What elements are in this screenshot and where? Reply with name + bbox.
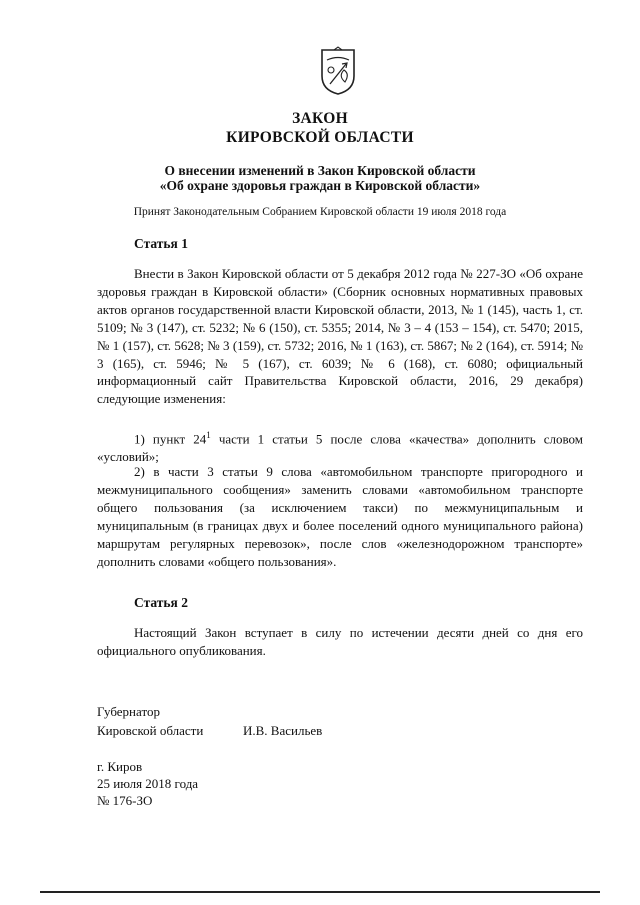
item-1-end: части 1 статьи 5 после слова «качества» дополнить словом «условий»; (97, 431, 583, 465)
city: г. Киров (97, 759, 143, 774)
article-1-item-1 (97, 427, 583, 466)
adoption-note: Принят Законодательным Собранием Кировской области 19 июля 2018 года (133, 206, 507, 218)
governor-name: И.В. Васильев (243, 723, 323, 738)
subtitle-line-2: «Об охране здоровья граждан в Кировской области» (159, 178, 481, 193)
subtitle-line-1: О внесении изменений в Закон Кировской области (164, 163, 476, 178)
article-1-item-2: 2) в части 3 статьи 9 слова «автомобильном транспорте пригородного и межмуниципального сообщения» заменить словами «автомобильном транспорте общего пользования (за исключением такси) по межмуниципальным и муниципальным (в границах двух и более поселений одного муниципального района) маршрутам регулярных перевозок», после слов «железнодорожном транспорте» дополнить словами «общего пользования». (97, 464, 583, 569)
law-number: № 176-ЗО (97, 793, 153, 808)
law-title: ЗАКОН (292, 110, 348, 127)
law-region-title: КИРОВСКОЙ ОБЛАСТИ (226, 129, 414, 146)
law-subtitle (0, 163, 640, 193)
article-1-intro: Внести в Закон Кировской области от 5 декабря 2012 года № 227-ЗО «Об охране здоровья граждан в Кировской области» (Сборник основных нормативных правовых актов органов государственной власти Кировской области, 2013, № 1 (145), часть 1, ст. 5109; № 3 (147), ст. 5232; № 6 (150), ст. 5355; 2014, № 3 – 4 (153 – 154), ст. 5470; 2015, № 1 (157), ст. 5628; № 3 (159), ст. 5732; 2016, № 1 (163), ст. 5867; № 2 (164), ст. 5914; № 3 (165), ст. 5946; № 5 (167), ст. 6039; № 6 (168), ст. 6080; официальный информационный сайт Правительства Кировской области, 2016, 29 декабря) следующие изменения: (97, 266, 583, 407)
governor-title: Губернатор (97, 704, 160, 719)
article-1-heading: Статья 1 (134, 236, 188, 251)
governor-region: Кировской области (97, 723, 204, 738)
coat-of-arms-icon (318, 46, 358, 96)
article-2-heading: Статья 2 (134, 595, 188, 610)
item-1-superscript: 1 (206, 430, 211, 440)
article-2-text: Настоящий Закон вступает в силу по истечении десяти дней со дня его официального опубликования. (97, 625, 583, 658)
bottom-divider (40, 891, 600, 893)
item-1-start: 1) пункт 24 (134, 431, 207, 447)
signing-date: 25 июля 2018 года (97, 776, 199, 791)
